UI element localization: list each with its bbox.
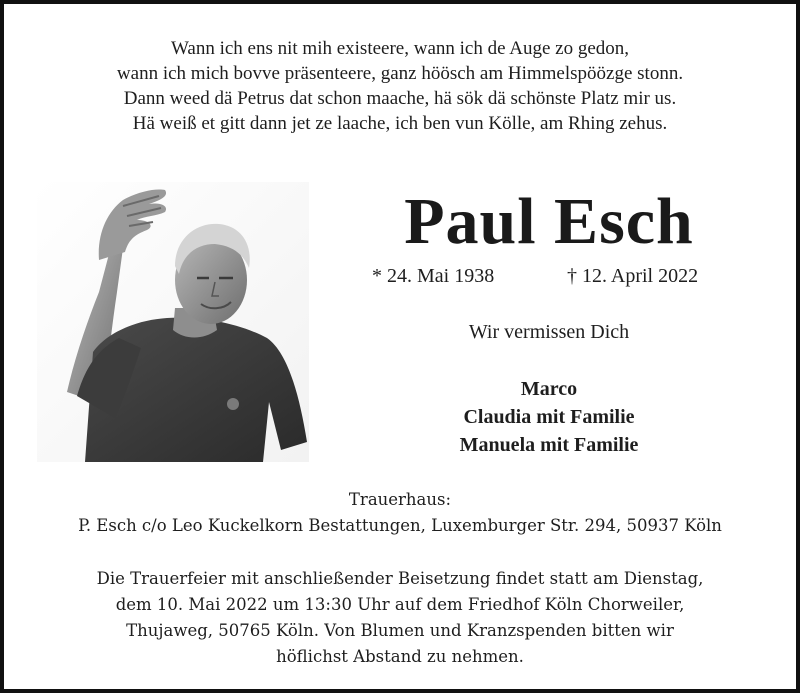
poem-line: Hä weiß et gitt dann jet ze laache, ich ben vun Kölle, am Rhing zehus. xyxy=(132,113,668,134)
ceremony-line: Thujaweg, 50765 Köln. Von Blumen und Kranzspenden bitten wir xyxy=(126,621,674,640)
mourning-house-label: Trauerhaus: xyxy=(348,490,452,509)
birth-date: * 24. Mai 1938 xyxy=(372,265,495,287)
mourning-house xyxy=(4,487,796,539)
death-date: † 12. April 2022 xyxy=(567,265,699,287)
mourner-name: Marco xyxy=(520,378,578,400)
ceremony-line: dem 10. Mai 2022 um 13:30 Uhr auf dem Friedhof Köln Chorweiler, xyxy=(115,595,685,614)
mourner-name: Claudia mit Familie xyxy=(463,406,635,428)
ceremony-line: höflichst Abstand zu nehmen. xyxy=(276,647,524,666)
mourning-house-address: P. Esch c/o Leo Kuckelkorn Bestattungen, Luxemburger Str. 294, 50937 Köln xyxy=(78,516,722,535)
ceremony-line: Die Trauerfeier mit anschließender Beisetzung findet statt am Dienstag, xyxy=(96,569,704,588)
portrait-illustration xyxy=(37,182,309,462)
farewell-message: Wir vermissen Dich xyxy=(468,321,630,343)
poem-line: Dann weed dä Petrus dat schon maache, hä sök dä schönste Platz mir us. xyxy=(123,88,677,109)
portrait-photo xyxy=(37,182,309,462)
poem xyxy=(4,36,796,136)
poem-line: wann ich mich bovve präsenteere, ganz höösch am Himmelspöözge stonn. xyxy=(116,63,684,84)
poem-line: Wann ich ens nit mih existeere, wann ich de Auge zo gedon, xyxy=(170,38,630,59)
mourners-list xyxy=(364,375,734,459)
deceased-name: Paul Esch xyxy=(404,185,694,258)
mourner-name: Manuela mit Familie xyxy=(459,434,639,456)
ceremony-info xyxy=(4,566,796,670)
